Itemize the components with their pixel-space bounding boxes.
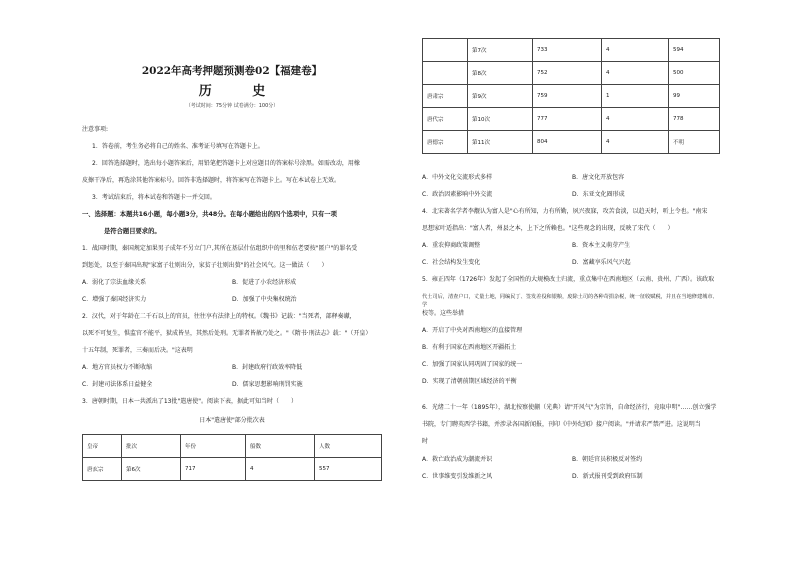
table-cell: 557 — [315, 458, 382, 481]
q5-option-a: A．开启了中央对西南地区的直接管理 — [422, 327, 523, 334]
exam-title: 2022年高考押题预测卷02【福建卷】 — [141, 65, 323, 77]
q6-stem-a: 6．光绪二十一年（1895年），湖北按察使蒯（光典）请"开风气"为宗旨，自命经济行，竟取申明"……创立强学 — [422, 404, 717, 411]
q6-option-d: D．新式报刊受到政府压制 — [572, 473, 643, 480]
q3-option-b: B．唐文化开放包容 — [572, 174, 625, 181]
section-heading-line-b: 是符合题目要求的。 — [104, 228, 161, 235]
exam-info: （考试时间：75分钟 试卷满分：100分） — [185, 103, 279, 109]
q6-option-c: C．世事维变引发维新之风 — [422, 473, 493, 480]
table-cell: 752 — [533, 62, 602, 85]
q3-option-d: D．东亚文化圈形成 — [572, 191, 625, 198]
q1-stem-b: 到惩处，以至于秦国出现"家富子壮则出分，家贫子壮则出赘"的社会风气。这一做法（ ） — [82, 262, 328, 269]
table-cell: 4 — [602, 131, 669, 154]
q6-stem-b: 书院，专门聘英西学书籍，并涉录各国新闻报，刊印《中外纪闻》接户阅读。"并请求严禁严进。这说明当 — [422, 421, 701, 428]
q4-stem-b: 思想家叶适指出："富人者，州县之本，上下之所赖也。"这些观念的出现，反映了宋代（ ） — [422, 225, 674, 232]
q3-table-part-2 — [422, 38, 720, 154]
q3-table-part-1 — [82, 434, 382, 481]
q4-option-b: B．资本主义萌芽产生 — [572, 242, 631, 249]
table-header-row — [83, 435, 382, 458]
table-cell: 4 — [602, 62, 669, 85]
notice-heading: 注意事项: — [82, 126, 109, 133]
table-row — [423, 85, 720, 108]
table-row — [423, 108, 720, 131]
q2-stem-b: 以死不可复生，惧监官不能平，狱成皆呈，其然后处刑。无罪者皆赦乃处之。"《隋书·刑法志》载："（开皇） — [82, 330, 372, 337]
table-cell: 804 — [533, 131, 602, 154]
q5-option-b: B．有利于国家在西南地区开疆拓土 — [422, 344, 517, 351]
q2-stem-c: 十五年制，死罪者，三奏而后决。"这表明 — [82, 347, 193, 354]
table-row — [83, 458, 382, 481]
q2-option-b: B．封建政府行政效率降低 — [232, 364, 303, 371]
table-cell: 唐玄宗 — [83, 458, 122, 481]
q5-stem-a: 5．雍正四年（1726年）发起了全国性的大规模改土归流，重点集中在西南地区（云南、贵州、广西）。该政取 — [422, 276, 715, 283]
table-cell: 777 — [533, 108, 602, 131]
table-cell: 1 — [602, 85, 669, 108]
q4-option-a: A．重农抑商政策调整 — [422, 242, 481, 249]
subject-heading: 历 史 — [198, 84, 284, 99]
table-cell: 717 — [181, 458, 246, 481]
table-cell: 唐代宗 — [423, 108, 468, 131]
q2-option-d: D．儒家思想影响刑罚实施 — [232, 381, 303, 388]
table-header-cell: 人数 — [315, 435, 382, 458]
table-cell — [423, 62, 468, 85]
table-cell — [423, 39, 468, 62]
table-header-cell: 年份 — [181, 435, 246, 458]
table-cell: 第11次 — [468, 131, 533, 154]
table-cell: 唐肃宗 — [423, 85, 468, 108]
q1-option-c: C．增强了秦国经济实力 — [82, 296, 147, 303]
table-cell: 594 — [669, 39, 720, 62]
q5-stem-b: 代土司后，清查户口，丈量土地，同编民丁、签发差役和银粮，废除土司的各种苛捐杂税，统一征收赋税，并且在当地修建城市、学 — [422, 294, 718, 308]
q5-option-c: C．加强了国家认同巩固了国家的统一 — [422, 361, 523, 368]
q2-option-c: C．封建司法体系日益健全 — [82, 381, 153, 388]
q3-table-caption: 日本"遣唐使"部分批次表 — [199, 417, 265, 424]
table-cell: 778 — [669, 108, 720, 131]
notice-item-1: 1．答卷前，考生务必将自己的姓名、准考证号填写在答题卡上。 — [92, 143, 264, 150]
q6-stem-c: 时 — [422, 438, 429, 445]
table-row — [423, 62, 720, 85]
table-cell: 第8次 — [468, 62, 533, 85]
table-cell: 4 — [246, 458, 315, 481]
q4-stem-a: 4．北宋著名学者李觏认为富人是"心有所知，力有所勤，夙兴夜寐，攻苦食淡，以趋天时，听上令也。"南宋 — [422, 208, 708, 215]
q1-option-a: A．弱化了宗法血缘关系 — [82, 279, 147, 286]
q1-option-d: D．加强了中央集权统治 — [232, 296, 297, 303]
table-cell: 第10次 — [468, 108, 533, 131]
table-cell: 4 — [602, 108, 669, 131]
table-header-cell: 批次 — [122, 435, 181, 458]
q3-stem: 3．唐朝时期，日本一共派出了13批"遣唐使"。阅读下表，据此可知当时（ ） — [82, 398, 297, 405]
table-row — [423, 131, 720, 154]
table-cell: 733 — [533, 39, 602, 62]
q2-stem-a: 2．汉代，对于年龄在二千石以上的官员，往往享有法律上的特权。《魏书》记载："当死者，部释奏谳， — [82, 313, 356, 320]
q2-option-a: A．地方官员权力不断收缩 — [82, 364, 153, 371]
q3-option-a: A．中外文化交流形式多样 — [422, 174, 493, 181]
section-heading-line-a: 一、选择题：本题共16小题，每小题3分，共48分。在每小题给出的四个选项中，只有一项 — [82, 211, 337, 218]
notice-item-3: 3．考试结束后，将本试卷和答题卡一并交回。 — [92, 194, 216, 201]
table-cell: 4 — [602, 39, 669, 62]
table-header-cell: 船数 — [246, 435, 315, 458]
table-cell: 唐德宗 — [423, 131, 468, 154]
table-cell: 第9次 — [468, 85, 533, 108]
table-cell: 500 — [669, 62, 720, 85]
q3-option-c: C．政治因素影响中外交流 — [422, 191, 493, 198]
q1-stem-a: 1．战国时期，秦国规定加果男子成年不另立门户,其所在基层什伍组织中的里和伍老要按"匿户"的罪名受 — [82, 245, 358, 252]
q6-option-a: A．救亡政治成为潮流并识 — [422, 456, 493, 463]
q4-option-c: C．社会结构发生变化 — [422, 259, 481, 266]
table-cell: 第7次 — [468, 39, 533, 62]
table-row — [423, 39, 720, 62]
table-header-cell: 皇帝 — [83, 435, 122, 458]
notice-item-2a: 2．回答选择题时，选出每小题答案后，用铅笔把答题卡上对应题目的答案标号涂黑。如需改动，用橡 — [92, 160, 360, 167]
q4-option-d: D．富藏享乐风气兴起 — [572, 259, 631, 266]
table-cell: 第6次 — [122, 458, 181, 481]
q1-option-b: B．促进了小农经济形成 — [232, 279, 297, 286]
table-cell: 99 — [669, 85, 720, 108]
table-cell: 不明 — [669, 131, 720, 154]
q6-option-b: B．朝廷官员积极反对签约 — [572, 456, 643, 463]
notice-item-2b: 皮擦干净后，再选涂其他答案标号。回答非选择题时，将答案写在答题卡上。写在本试卷上无效。 — [82, 177, 341, 184]
q5-option-d: D．实现了清朝前期区域经济的平衡 — [422, 378, 517, 385]
table-cell: 759 — [533, 85, 602, 108]
q5-stem-c: 校等。这些举措 — [422, 310, 465, 317]
